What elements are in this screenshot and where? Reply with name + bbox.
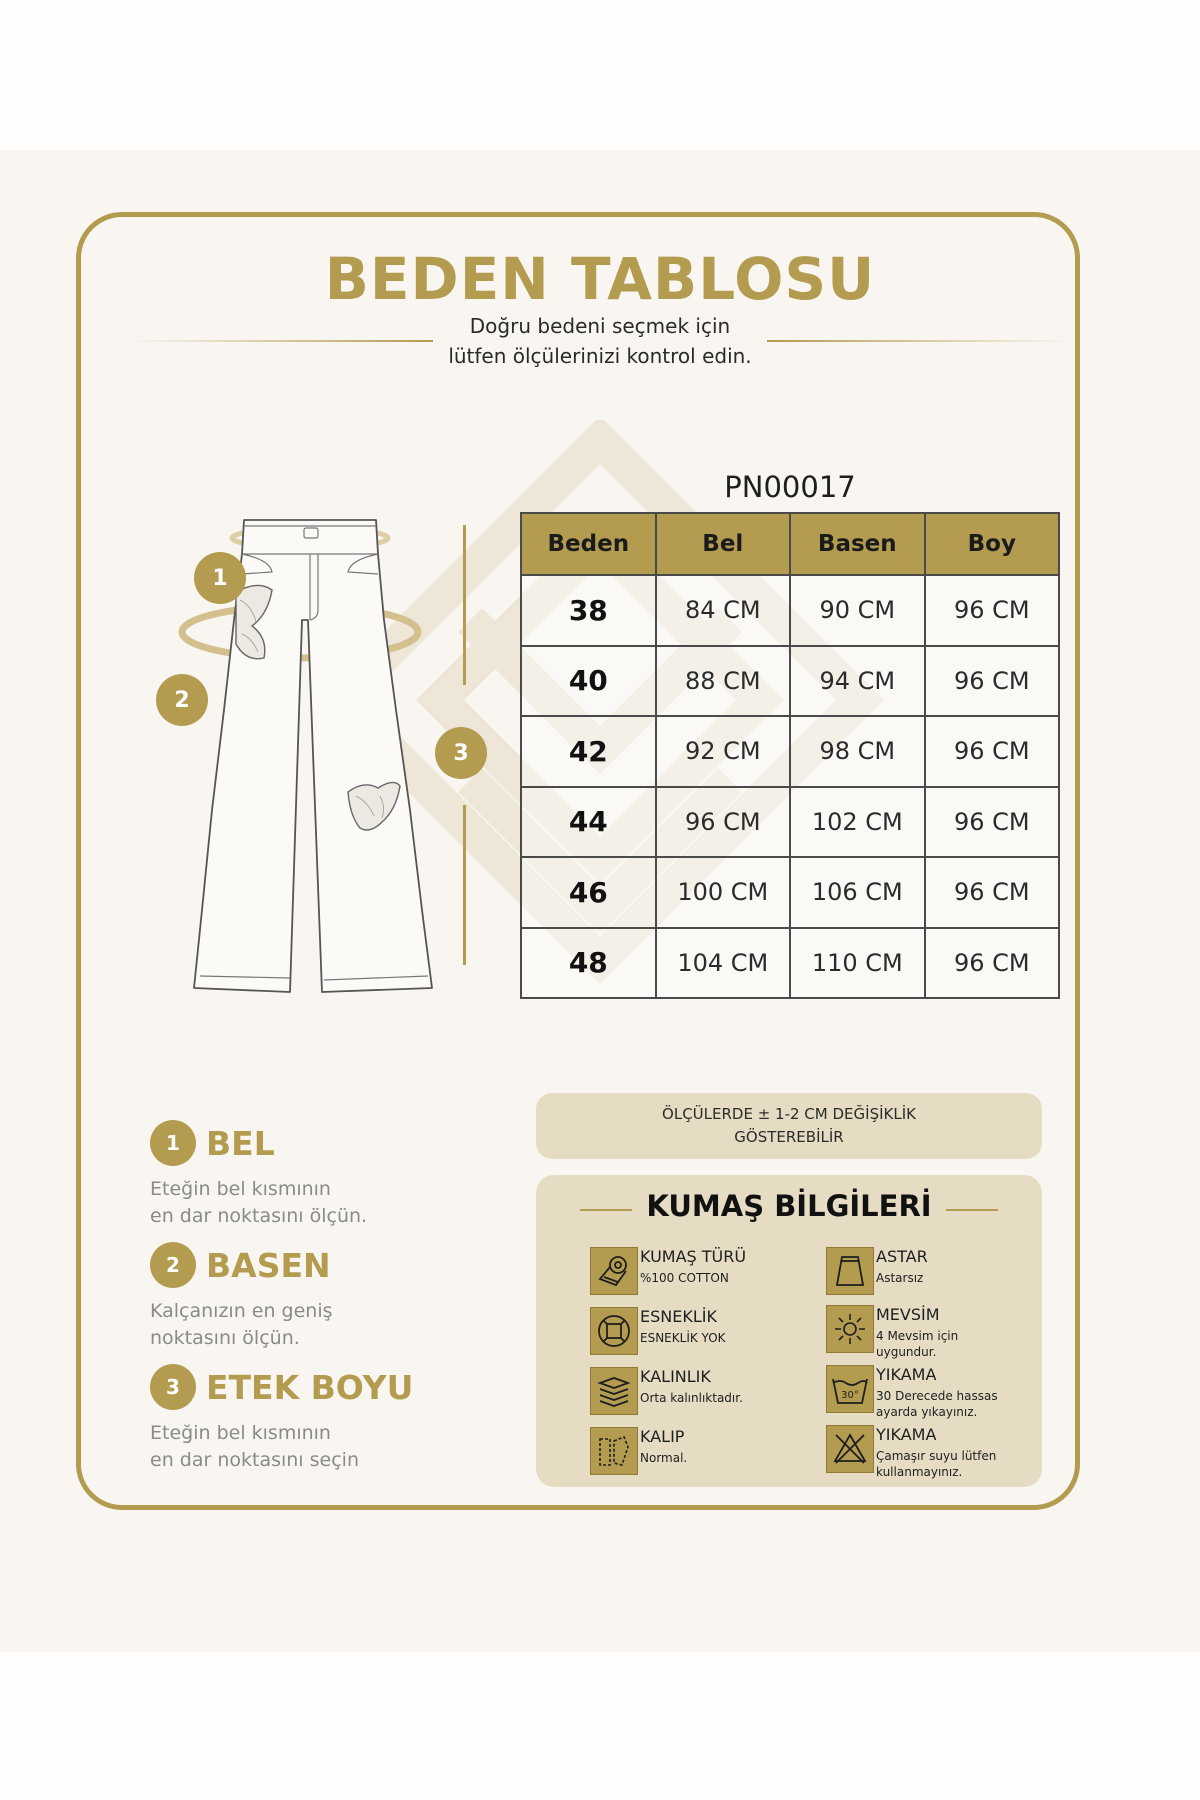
fabric-item-label: YIKAMA	[876, 1425, 937, 1444]
fabric-item-type	[590, 1247, 780, 1295]
subtitle-line-1: Doğru bedeni seçmek için	[469, 314, 731, 338]
legend-desc-line: Eteğin bel kısmının	[150, 1178, 331, 1200]
fabric-item-thickness	[590, 1367, 780, 1415]
fabric-title-rule-right	[946, 1209, 998, 1211]
subtitle-line-2: lütfen ölçülerinizi kontrol edin.	[448, 344, 752, 368]
tolerance-notice	[536, 1093, 1042, 1159]
legend-desc-line: Kalçanızın en geniş	[150, 1300, 333, 1322]
column-header-hip: Basen	[790, 513, 925, 575]
fabric-item-label: MEVSİM	[876, 1305, 940, 1324]
fabric-item-label: KALIP	[640, 1427, 685, 1446]
table-row	[521, 646, 1059, 717]
legend-description	[150, 1420, 413, 1474]
fabric-item-label: KUMAŞ TÜRÜ	[640, 1247, 747, 1266]
waist-cell: 100 CM	[656, 857, 790, 928]
skirt-icon	[826, 1247, 874, 1295]
layers-icon	[590, 1367, 638, 1415]
fabric-item-stretch	[590, 1307, 780, 1355]
legend-waist	[150, 1120, 367, 1230]
size-table	[520, 512, 1060, 999]
waist-badge: 1	[194, 552, 246, 604]
notice-line: GÖSTEREBİLİR	[734, 1128, 844, 1146]
size-cell: 40	[521, 646, 656, 717]
waist-cell: 104 CM	[656, 928, 790, 999]
legend-desc-line: noktasını ölçün.	[150, 1327, 300, 1349]
legend-description	[150, 1176, 367, 1230]
length-cell: 96 CM	[925, 716, 1059, 787]
length-line-bottom	[463, 805, 466, 965]
legend-hip	[150, 1242, 333, 1352]
fabric-item-label: KALINLIK	[640, 1367, 711, 1386]
length-cell: 96 CM	[925, 646, 1059, 717]
length-cell: 96 CM	[925, 857, 1059, 928]
table-row	[521, 716, 1059, 787]
column-header-length: Boy	[925, 513, 1059, 575]
product-code: PN00017	[724, 470, 856, 504]
hip-cell: 102 CM	[790, 787, 925, 858]
hip-cell: 106 CM	[790, 857, 925, 928]
waist-cell: 88 CM	[656, 646, 790, 717]
fabric-item-value: Normal.	[640, 1451, 688, 1465]
legend-title: BEL	[206, 1123, 275, 1163]
title-rule-right	[767, 340, 1072, 342]
fabric-item-label: ESNEKLİK	[640, 1307, 717, 1326]
length-cell: 96 CM	[925, 787, 1059, 858]
size-table-header	[521, 513, 1059, 575]
length-line-top	[463, 525, 466, 685]
page-title: BEDEN TABLOSU	[324, 245, 876, 313]
hip-cell: 90 CM	[790, 575, 925, 646]
fabric-item-label: YIKAMA	[876, 1365, 937, 1384]
legend-length	[150, 1364, 413, 1474]
fabric-item-season	[826, 1305, 1016, 1360]
fabric-info-panel	[536, 1175, 1042, 1487]
legend-description	[150, 1298, 333, 1352]
legend-title: ETEK BOYU	[206, 1367, 414, 1407]
waist-cell: 84 CM	[656, 575, 790, 646]
table-row	[521, 857, 1059, 928]
fabric-roll-icon	[590, 1247, 638, 1295]
size-cell: 38	[521, 575, 656, 646]
length-cell: 96 CM	[925, 928, 1059, 999]
fabric-item-value: %100 COTTON	[640, 1271, 729, 1285]
legend-number: 2	[150, 1242, 196, 1288]
size-cell: 48	[521, 928, 656, 999]
legend-desc-line: en dar noktasını seçin	[150, 1449, 359, 1471]
legend-title: BASEN	[206, 1245, 331, 1285]
fabric-item-value: Orta kalınlıktadır.	[640, 1391, 743, 1405]
fabric-item-washing	[826, 1365, 1016, 1420]
column-header-size: Beden	[521, 513, 656, 575]
hip-badge: 2	[156, 674, 208, 726]
size-cell: 46	[521, 857, 656, 928]
fabric-item-label: ASTAR	[876, 1247, 928, 1266]
waist-cell: 92 CM	[656, 716, 790, 787]
notice-line: ÖLÇÜLERDE ± 1-2 CM DEĞİŞİKLİK	[662, 1105, 916, 1123]
fabric-item-fit	[590, 1427, 780, 1475]
fabric-item-value: 4 Mevsim için uygundur.	[876, 1329, 959, 1359]
fabric-item-value: Çamaşır suyu lütfen kullanmayınız.	[876, 1449, 997, 1479]
hip-cell: 110 CM	[790, 928, 925, 999]
table-row	[521, 575, 1059, 646]
title-rule-left	[128, 340, 433, 342]
legend-desc-line: Eteğin bel kısmının	[150, 1422, 331, 1444]
waist-cell: 96 CM	[656, 787, 790, 858]
fabric-item-bleach	[826, 1425, 1016, 1480]
size-cell: 42	[521, 716, 656, 787]
length-cell: 96 CM	[925, 575, 1059, 646]
wash-30-icon	[826, 1365, 874, 1413]
season-icon	[826, 1305, 874, 1353]
pattern-icon	[590, 1427, 638, 1475]
legend-number: 1	[150, 1120, 196, 1166]
no-bleach-icon	[826, 1425, 874, 1473]
table-row	[521, 928, 1059, 999]
size-cell: 44	[521, 787, 656, 858]
length-badge: 3	[435, 727, 487, 779]
wash-temperature-label: 30°	[841, 1390, 859, 1401]
fabric-item-value: ESNEKLİK YOK	[640, 1331, 726, 1345]
fabric-item-value: Astarsız	[876, 1271, 924, 1285]
hip-cell: 94 CM	[790, 646, 925, 717]
legend-number: 3	[150, 1364, 196, 1410]
fabric-item-lining	[826, 1247, 1016, 1295]
legend-desc-line: en dar noktasını ölçün.	[150, 1205, 368, 1227]
column-header-waist: Bel	[656, 513, 790, 575]
table-row	[521, 787, 1059, 858]
hip-cell: 98 CM	[790, 716, 925, 787]
stretch-icon	[590, 1307, 638, 1355]
fabric-title: KUMAŞ BİLGİLERİ	[646, 1189, 932, 1223]
fabric-item-value: 30 Derecede hassas ayarda yıkayınız.	[876, 1389, 998, 1419]
